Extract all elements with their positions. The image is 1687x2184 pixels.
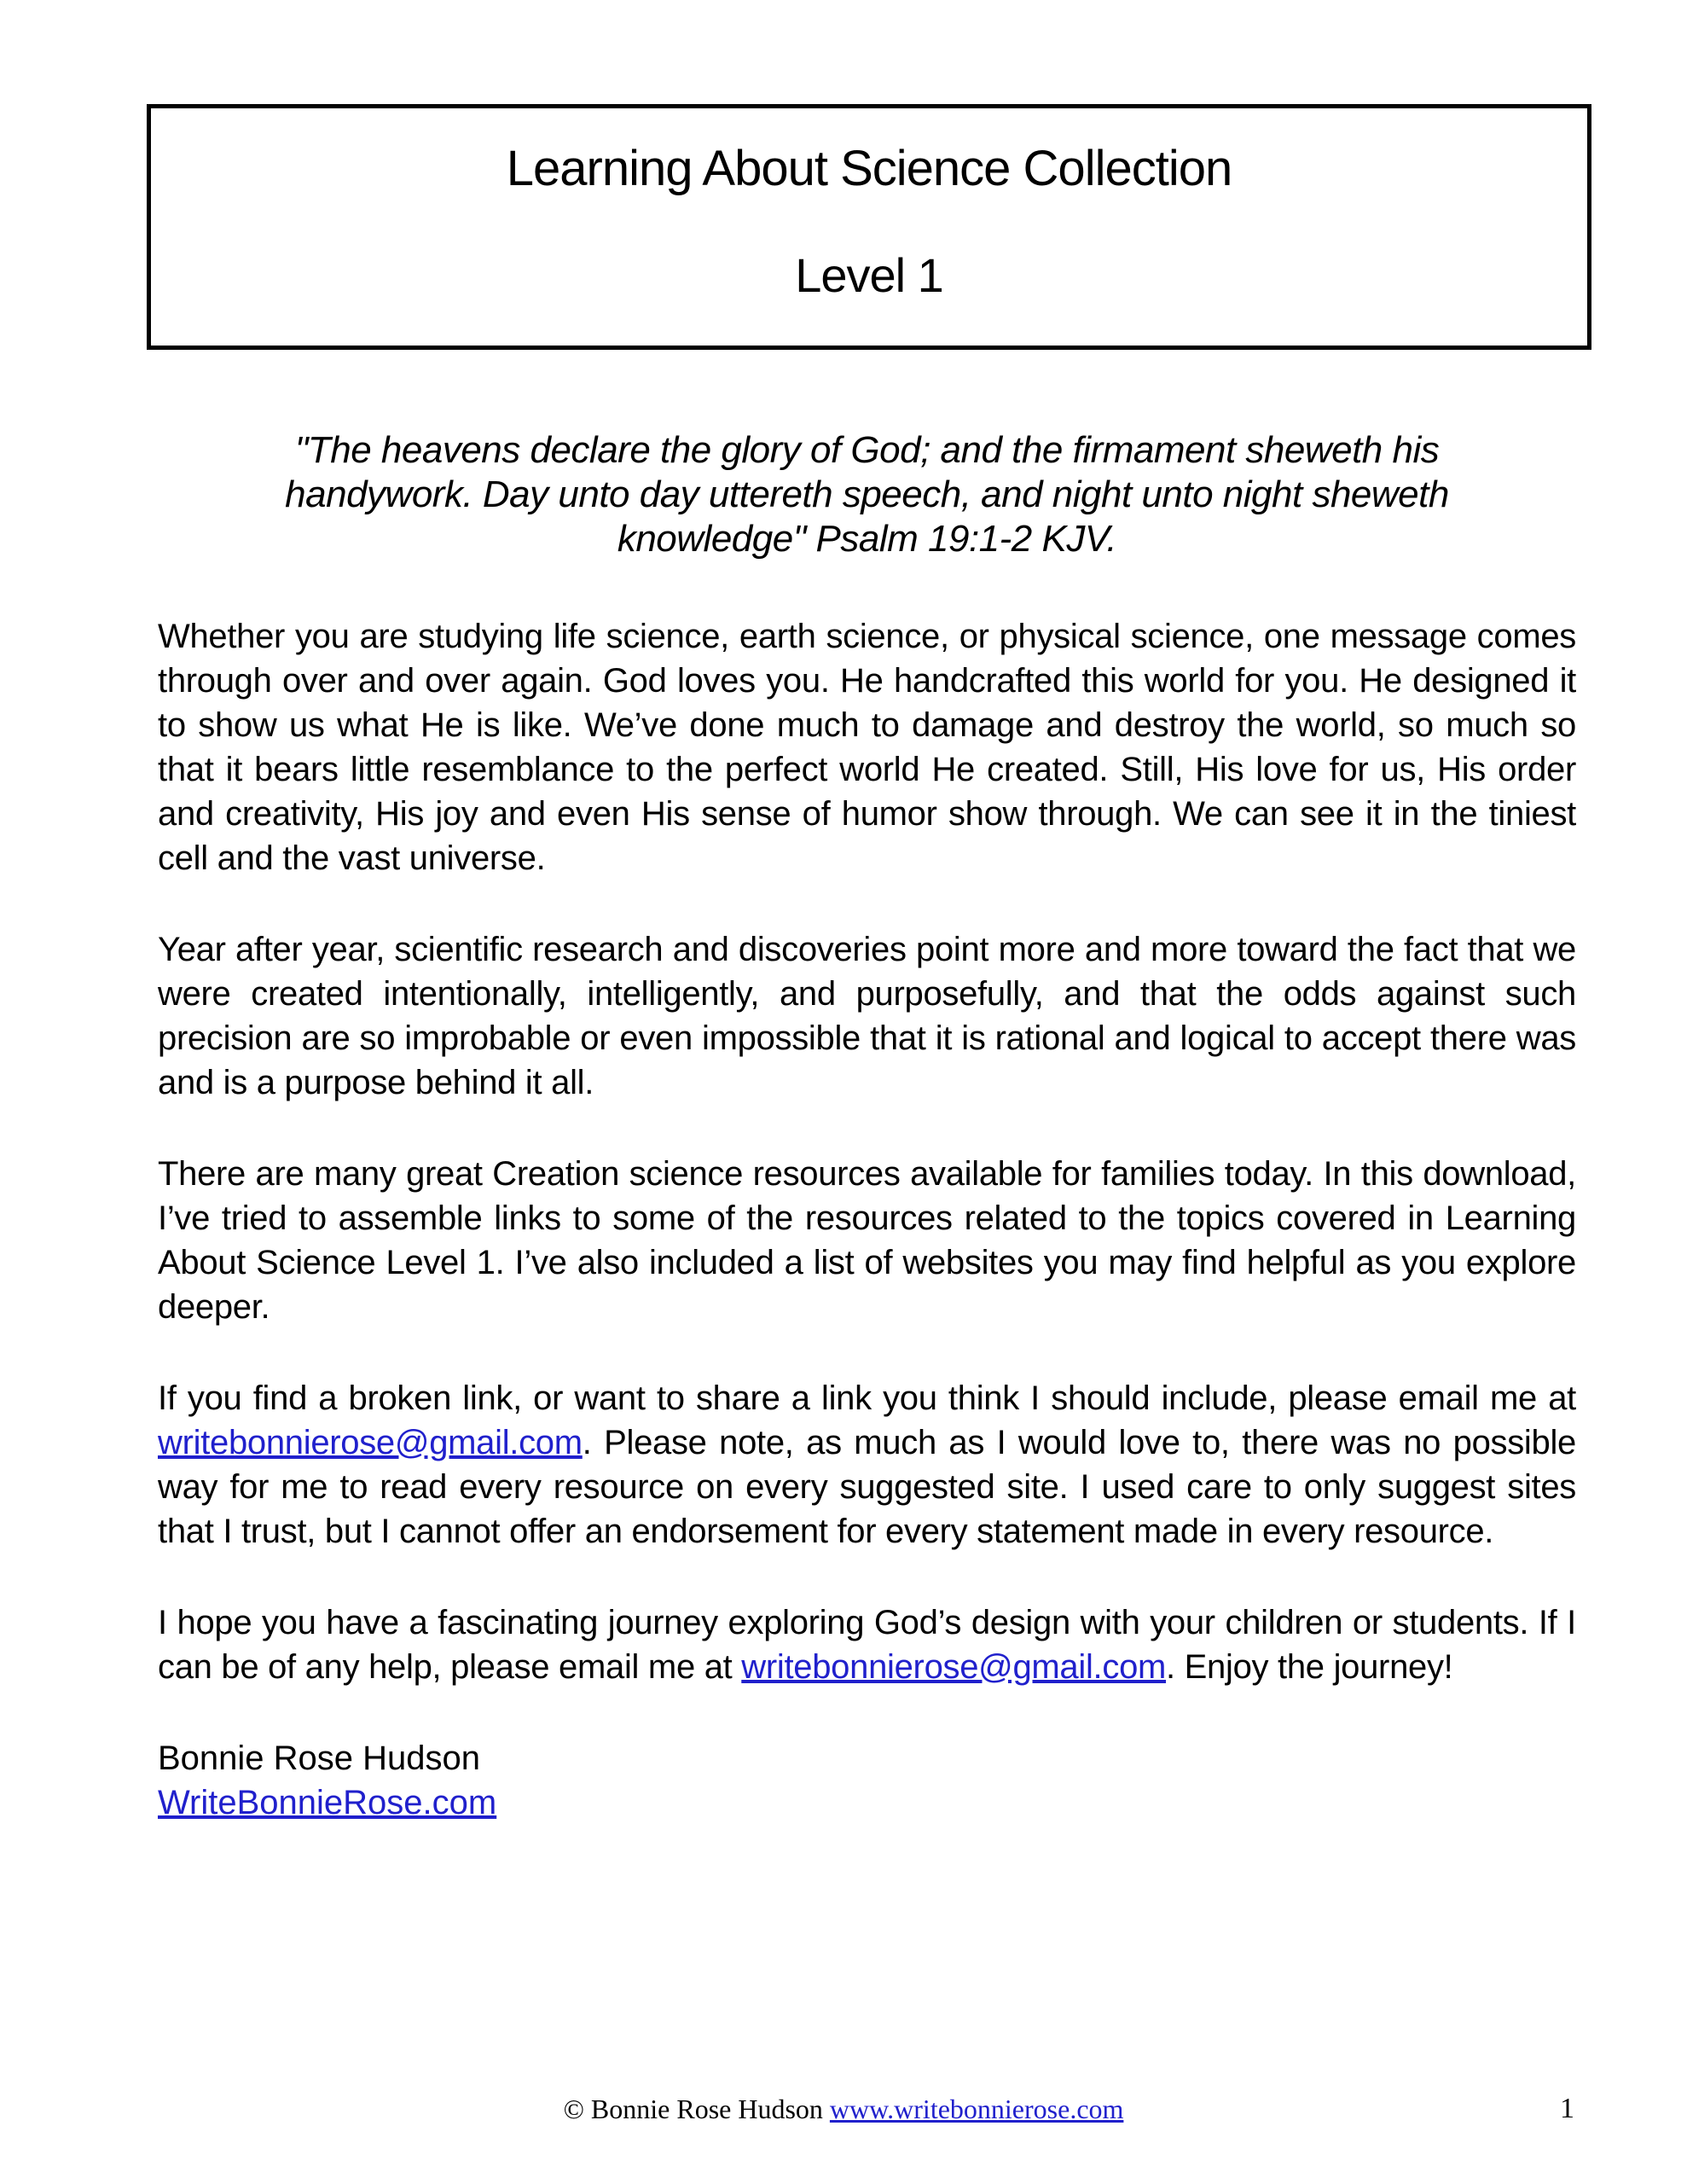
- paragraph-4-text-after: . Please note, as much as I would love to, there was no possible way for me to read every resource on every suggested site. I used care to only suggest sites that I trust, but I cannot offer an endorsement for every statement made in every resource.: [158, 1424, 1576, 1550]
- paragraph-5: [158, 1600, 1576, 1689]
- paragraph-5-text-after: . Enjoy the journey!: [1166, 1648, 1453, 1686]
- scripture-quote: "The heavens declare the glory of God; and the firmament sheweth his handywork. Day unto day uttereth speech, and night unto night sheweth knowledge" Psalm 19:1-2 KJV.: [285, 429, 1449, 560]
- footer-copyright: © Bonnie Rose Hudson: [563, 2094, 830, 2124]
- title-box: [147, 104, 1591, 350]
- paragraph-4-text-before: If you find a broken link, or want to share a link you think I should include, please email me at: [158, 1380, 1576, 1417]
- email-link-2[interactable]: writebonnierose@gmail.com: [741, 1648, 1167, 1686]
- signature-name: Bonnie Rose Hudson: [158, 1740, 481, 1777]
- document-title: Learning About Science Collection: [506, 141, 1232, 196]
- paragraph-3: There are many great Creation science resources available for families today. In this download, I’ve tried to assemble links to some of the resources related to the topics covered in Learning About Science Level 1. I’ve also included a list of websites you may find helpful as you explore deeper.: [158, 1155, 1576, 1326]
- document-subtitle: Level 1: [795, 248, 943, 302]
- paragraph-5-text-before: I hope you have a fascinating journey exploring God’s design with your children or students. If I can be of any help, please email me at: [158, 1604, 1576, 1686]
- page-footer: [0, 2092, 1687, 2126]
- page-number: 1: [1560, 2093, 1574, 2124]
- paragraph-4: [158, 1376, 1576, 1554]
- footer-site-link[interactable]: www.writebonnierose.com: [829, 2094, 1124, 2124]
- website-link[interactable]: WriteBonnieRose.com: [158, 1784, 497, 1821]
- paragraph-2: Year after year, scientific research and discoveries point more and more toward the fact that we were created intentionally, intelligently, and purposefully, and that the odds against such precision are so improbable or even impossible that it is rational and logical to accept there was and is a purpose behind it all.: [158, 931, 1576, 1101]
- signature-block: [158, 1736, 1576, 1825]
- paragraph-1: Whether you are studying life science, earth science, or physical science, one message comes through over and over again. God loves you. He handcrafted this world for you. He designed it to show us what He is like. We’ve done much to damage and destroy the world, so much so that it bears little resemblance to the perfect world He created. Still, His love for us, His order and creativity, His joy and even His sense of humor show through. We can see it in the tiniest cell and the vast universe.: [158, 618, 1576, 877]
- email-link-1[interactable]: writebonnierose@gmail.com: [158, 1424, 583, 1461]
